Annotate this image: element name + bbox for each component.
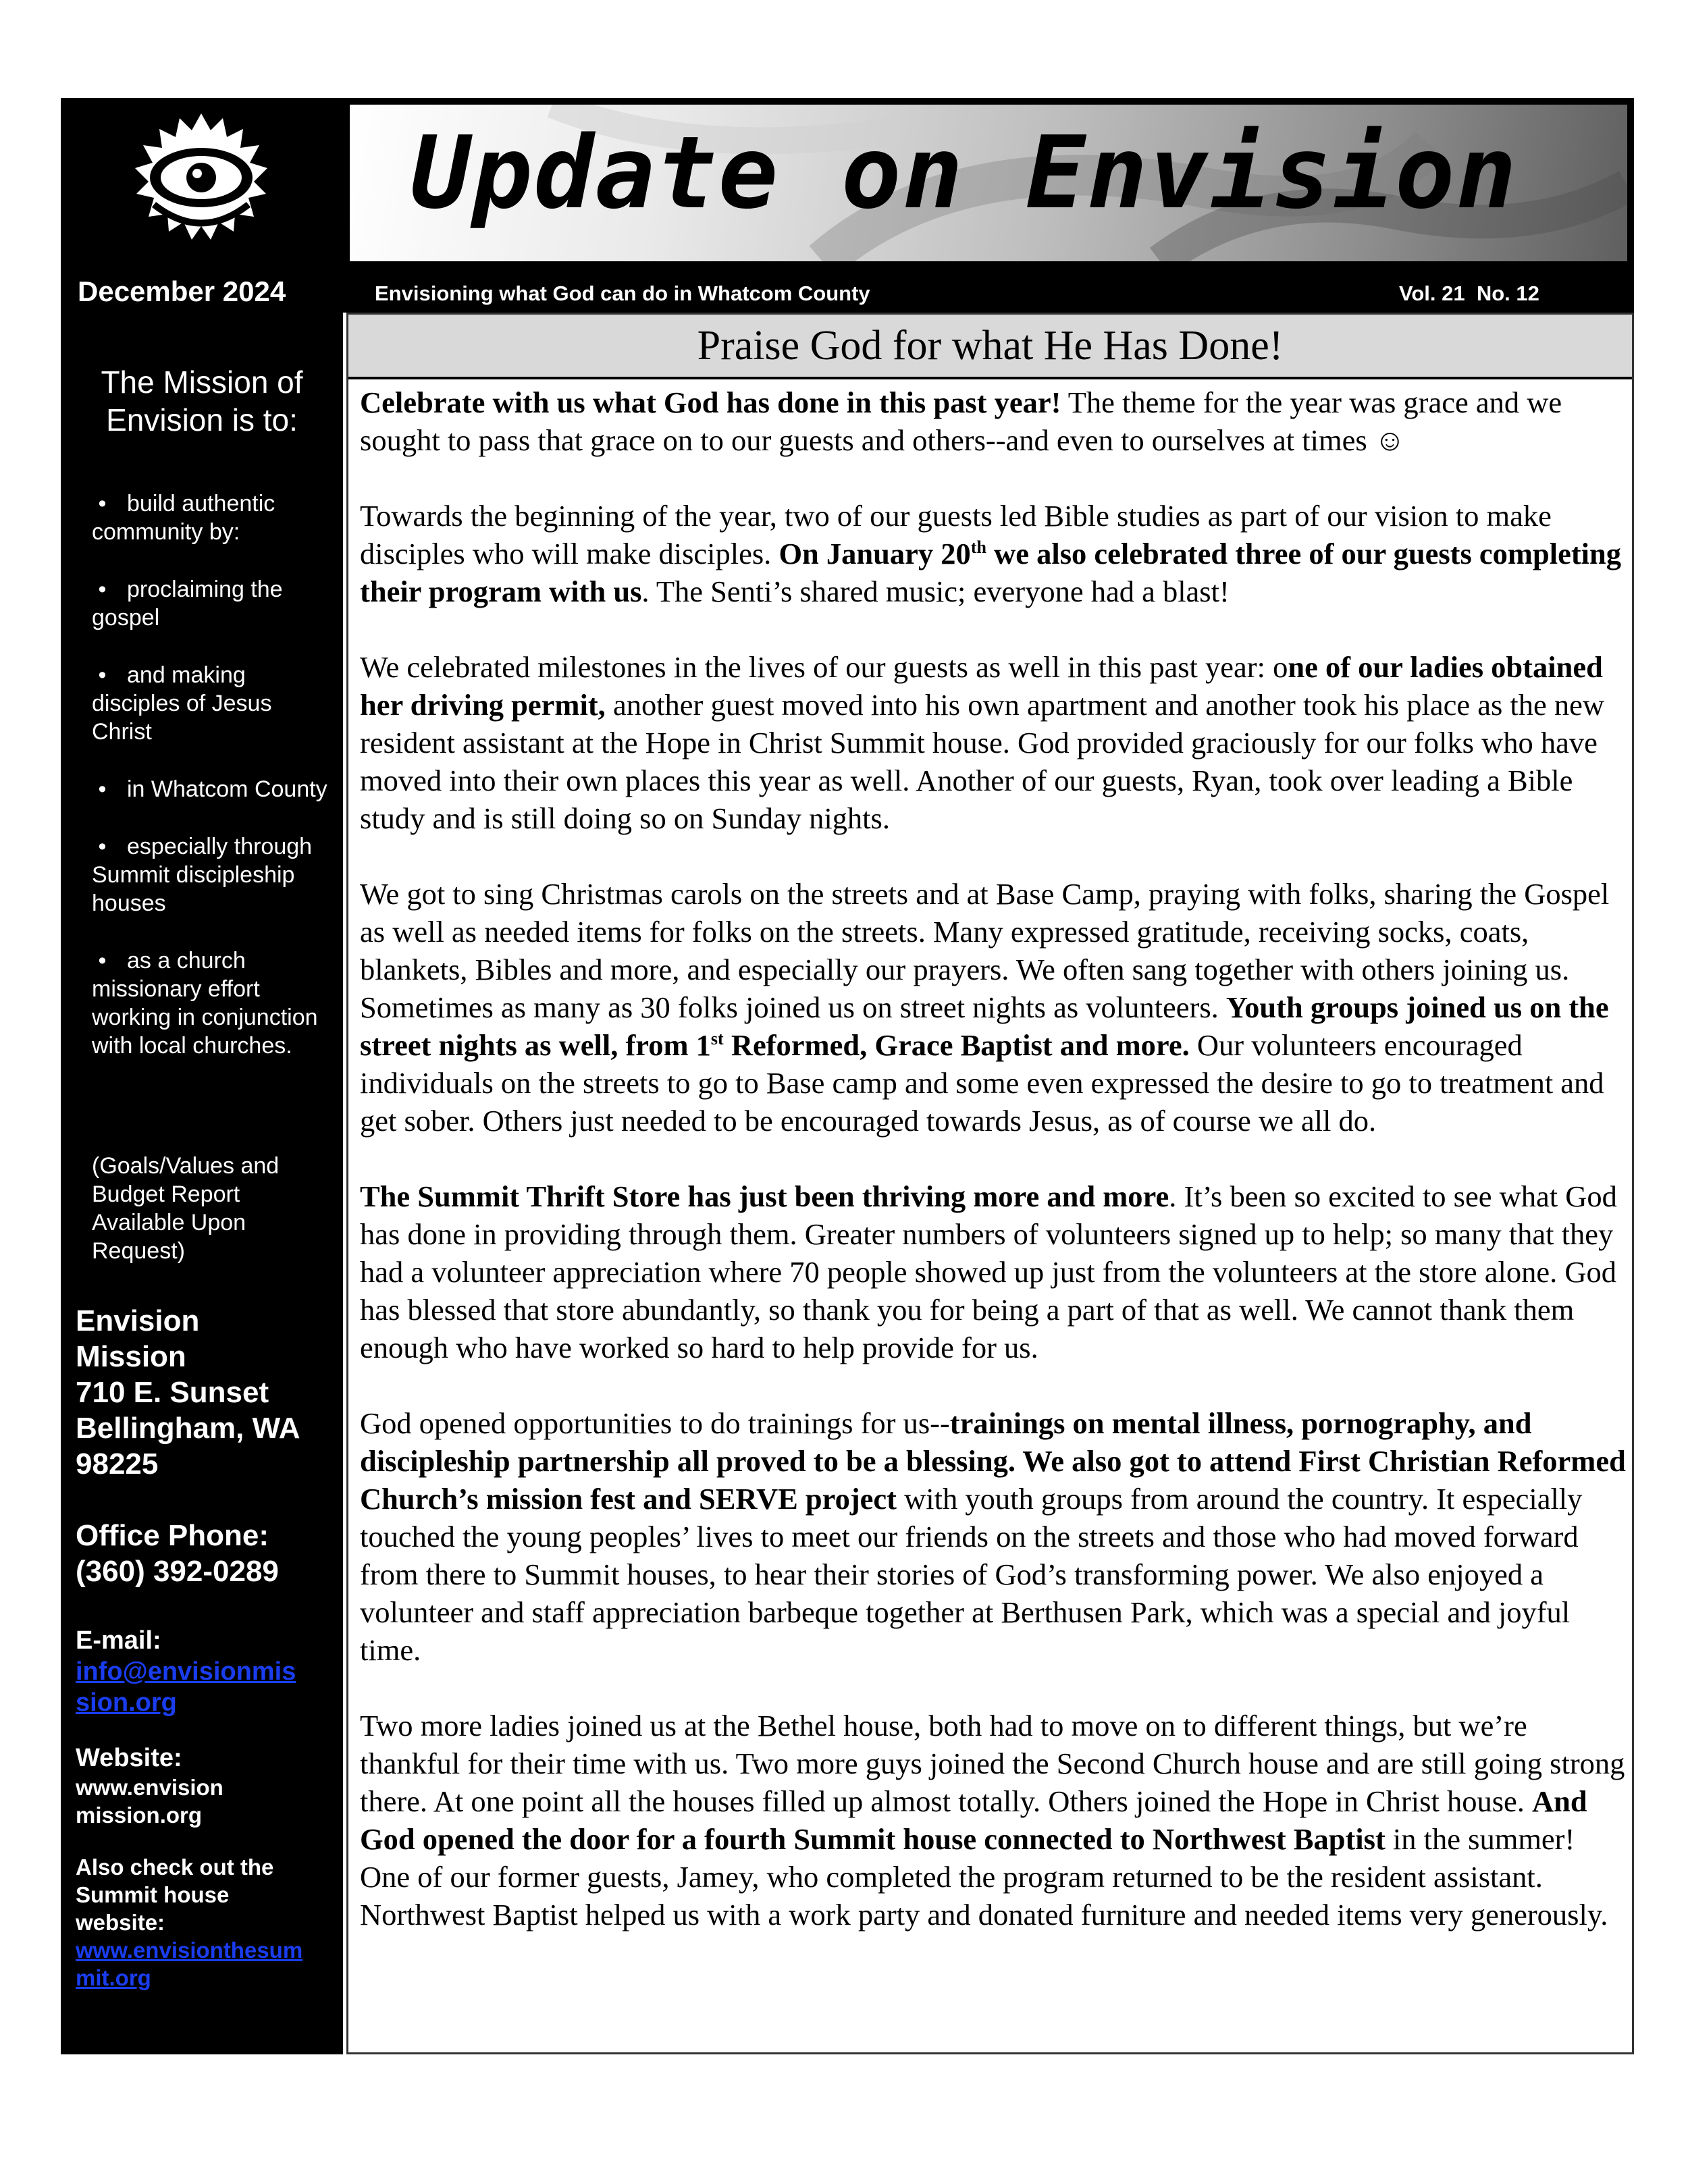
- summit-note-line-2: Summit house: [76, 1882, 230, 1907]
- logo: [61, 98, 343, 263]
- goals-note: (Goals/Values and Budget Report Available Upon Request): [92, 1153, 280, 1264]
- paragraph: We celebrated milestones in the lives of our guests as well in this past year: one of our ladies obtained her driving permit, another guest moved into his own apartment and another took his place as the new resident assistant at the Hope in Christ Summit house. God provided graciously for our folks who have moved into their own places this year as well. Another of our guests, Ryan, took over leading a Bible study and is still doing so on Sunday nights.: [360, 650, 1605, 835]
- paragraph: The Summit Thrift Store has just been thriving more and more. It’s been so excited to see what God has done in providing through them. Greater numbers of volunteers signed up to help; so many that they had a volunteer appreciation where 70 people showed up just from the volunteers at the store alone. God has blessed that store abundantly, so thank you for being a part of that as well. We cannot thank them enough who have worked so hard to help provide for us.: [360, 1179, 1617, 1364]
- paragraph: God opened opportunities to do trainings for us--trainings on mental illness, pornography, and discipleship partnership all proved to be a blessing. We also got to attend First Christian Reformed Church’s mission fest and SERVE project with youth groups from around the country. It especially touched the young peoples’ lives to meet our friends on the streets and those who had moved forward from there to Summit houses, to hear their stories of God’s transforming power. We also enjoyed a volunteer and staff appreciation barbeque together at Berthusen Park, which was a special and joyful time.: [360, 1406, 1626, 1667]
- list-item: • especially through Summit discipleship houses: [92, 834, 313, 916]
- volume-number: Vol. 21 No. 12: [1399, 282, 1539, 305]
- email-link[interactable]: [76, 1656, 339, 1718]
- summit-link-line-1: www.envisionthesum: [76, 1938, 303, 1963]
- list-item: • as a church missionary effort working in conjunction with local churches.: [92, 948, 318, 1059]
- sidebar: [61, 313, 343, 2054]
- phone-label: Office Phone:: [76, 1519, 269, 1552]
- address-line-1: 710 E. Sunset: [76, 1376, 269, 1409]
- website-label: Website:: [76, 1744, 182, 1772]
- mission-list: [92, 489, 332, 1089]
- list-item: • in Whatcom County: [92, 776, 327, 802]
- website-line-2: mission.org: [76, 1803, 203, 1828]
- paragraph: Towards the beginning of the year, two of our guests led Bible studies as part of our vision to make disciples who will make disciples. On January 20th we also celebrated three of our guests completing their program with us. The Senti’s shared music; everyone had a blast!: [360, 499, 1622, 608]
- email-link-line-1: info@envisionmis: [76, 1657, 296, 1686]
- paragraph: Celebrate with us what God has done in this past year! The theme for the year was grace and we sought to pass that grace on to our guests and others--and even to ourselves at times ☺: [360, 385, 1562, 457]
- mission-title-line-2: Envision is to:: [106, 402, 298, 437]
- org-name-line-1: Envision: [76, 1304, 200, 1337]
- org-name-line-2: Mission: [76, 1340, 186, 1373]
- contact-info: [76, 1303, 339, 1992]
- mission-title-line-1: The Mission of: [101, 365, 303, 400]
- list-item: • build authentic community by:: [92, 491, 275, 545]
- email-link-line-2: sion.org: [76, 1688, 177, 1717]
- article: [346, 313, 1634, 2054]
- address-line-2: Bellingham, WA: [76, 1412, 300, 1445]
- paragraph: We got to sing Christmas carols on the streets and at Base Camp, praying with folks, sharing the Gospel as well as needed items for folks on the streets. Many expressed gratitude, receiving socks, coats, blankets, Bibles and more, and especially our prayers. We often sang together with others joining us. Sometimes as many as 30 folks joined us on street nights as volunteers. Youth groups joined us on the street nights as well, from 1st Reformed, Grace Baptist and more. Our volunteers encouraged individuals on the streets to go to Base camp and some even expressed the desire to go to treatment and get sober. Others just needed to be encouraged towards Jesus, as of course we all do.: [360, 877, 1610, 1138]
- summit-website-link[interactable]: [76, 1936, 339, 1992]
- issue-date: December 2024: [78, 275, 286, 307]
- article-body: [360, 383, 1629, 1971]
- email-label: E-mail:: [76, 1626, 161, 1655]
- masthead-title-panel: [350, 105, 1627, 261]
- address-line-3: 98225: [76, 1447, 159, 1481]
- list-item: • proclaiming the gospel: [92, 577, 283, 631]
- mission-title: [61, 363, 343, 439]
- summit-note-line-1: Also check out the: [76, 1855, 274, 1880]
- article-headline: Praise God for what He Has Done!: [348, 315, 1632, 379]
- summit-note-line-3: website:: [76, 1910, 165, 1935]
- tagline: Envisioning what God can do in Whatcom County: [375, 282, 870, 305]
- eye-sun-icon: [61, 98, 343, 263]
- phone-number: (360) 392-0289: [76, 1555, 279, 1588]
- newsletter-title: Update on Envision: [411, 115, 1518, 231]
- summit-link-line-2: mit.org: [76, 1965, 151, 1990]
- website-line-1: www.envision: [76, 1775, 223, 1800]
- list-item: • and making disciples of Jesus Christ: [92, 662, 272, 745]
- paragraph: Two more ladies joined us at the Bethel house, both had to move on to different things, but we’re thankful for their time with us. Two more guys joined the Second Church house and are still going strong there. At one point all the houses filled up almost totally. Others joined the Hope in Christ house. And God opened the door for a fourth Summit house connected to Northwest Baptist in the summer! One of our former guests, Jamey, who completed the program returned to be the resident assistant. Northwest Baptist helped us with a work party and donated furniture and needed items very generously.: [360, 1709, 1625, 1932]
